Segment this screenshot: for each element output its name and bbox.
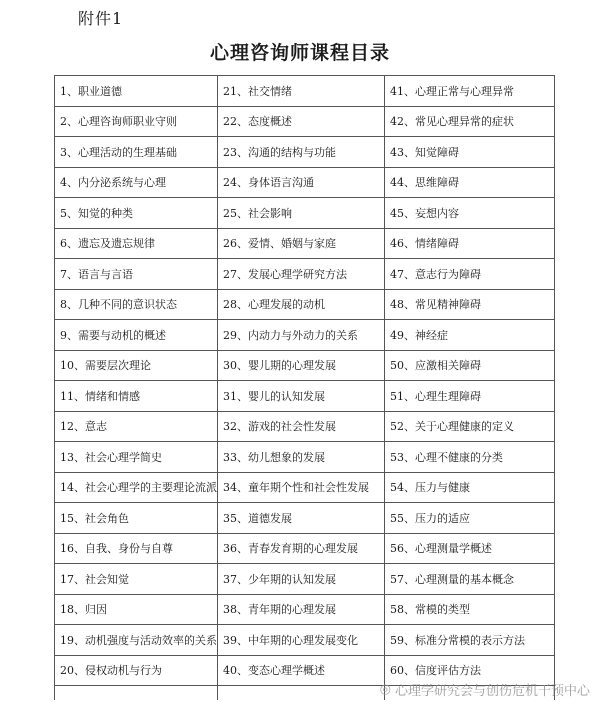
course-item: 8、几种不同的意识状态 (55, 289, 218, 320)
course-item: 52、关于心理健康的定义 (385, 411, 555, 442)
table-row (55, 198, 555, 229)
course-item: 43、知觉障碍 (385, 137, 555, 168)
course-item: 24、身体语言沟通 (218, 167, 385, 198)
course-item: 56、心理测量学概述 (385, 533, 555, 564)
course-item: 28、心理发展的动机 (218, 289, 385, 320)
course-item: 39、中年期的心理发展变化 (218, 625, 385, 656)
course-item: 50、应激相关障碍 (385, 350, 555, 381)
course-item: 11、情绪和情感 (55, 381, 218, 412)
course-item: 10、需要层次理论 (55, 350, 218, 381)
course-item: 33、幼儿想象的发展 (218, 442, 385, 473)
empty-cell (218, 686, 385, 701)
empty-cell (55, 686, 218, 701)
course-item: 37、少年期的认知发展 (218, 564, 385, 595)
table-row (55, 228, 555, 259)
course-item: 20、侵权动机与行为 (55, 655, 218, 686)
catalog-body (55, 76, 555, 701)
course-item: 40、变态心理学概述 (218, 655, 385, 686)
course-item: 3、心理活动的生理基础 (55, 137, 218, 168)
course-item: 17、社会知觉 (55, 564, 218, 595)
course-item: 22、态度概述 (218, 106, 385, 137)
course-item: 18、归因 (55, 594, 218, 625)
course-item: 46、情绪障碍 (385, 228, 555, 259)
page-title: 心理咨询师课程目录 (209, 42, 390, 64)
table-row (55, 320, 555, 351)
table-row (55, 503, 555, 534)
course-item: 14、社会心理学的主要理论流派 (55, 472, 218, 503)
table-row (55, 411, 555, 442)
table-row (55, 381, 555, 412)
course-item: 7、语言与言语 (55, 259, 218, 290)
course-item: 9、需要与动机的概述 (55, 320, 218, 351)
table-row (55, 289, 555, 320)
course-item: 58、常模的类型 (385, 594, 555, 625)
course-item: 38、青年期的心理发展 (218, 594, 385, 625)
course-item: 25、社会影响 (218, 198, 385, 229)
course-item: 45、妄想内容 (385, 198, 555, 229)
table-row (55, 76, 555, 107)
course-item: 59、标准分常模的表示方法 (385, 625, 555, 656)
table-row (55, 442, 555, 473)
course-item: 35、道德发展 (218, 503, 385, 534)
attachment-label: 附件1 (78, 9, 124, 28)
course-item: 2、心理咨询师职业守则 (55, 106, 218, 137)
table-row (55, 167, 555, 198)
course-item: 19、动机强度与活动效率的关系 (55, 625, 218, 656)
course-item: 54、压力与健康 (385, 472, 555, 503)
course-item: 32、游戏的社会性发展 (218, 411, 385, 442)
table-row (55, 259, 555, 290)
weibo-icon: ◎ (379, 682, 391, 697)
course-item: 57、心理测量的基本概念 (385, 564, 555, 595)
table-row (55, 350, 555, 381)
table-row (55, 625, 555, 656)
course-item: 47、意志行为障碍 (385, 259, 555, 290)
table-row (55, 564, 555, 595)
course-item: 36、青春发育期的心理发展 (218, 533, 385, 564)
course-item: 30、婴儿期的心理发展 (218, 350, 385, 381)
course-item: 23、沟通的结构与功能 (218, 137, 385, 168)
watermark-text: 心理学研究会与创伤危机干预中心 (394, 684, 590, 699)
course-item: 13、社会心理学简史 (55, 442, 218, 473)
course-item: 4、内分泌系统与心理 (55, 167, 218, 198)
course-item: 5、知觉的种类 (55, 198, 218, 229)
table-row (55, 472, 555, 503)
course-item: 44、思维障碍 (385, 167, 555, 198)
course-item: 49、神经症 (385, 320, 555, 351)
course-item: 42、常见心理异常的症状 (385, 106, 555, 137)
course-item: 34、童年期个性和社会性发展 (218, 472, 385, 503)
course-item: 12、意志 (55, 411, 218, 442)
course-item: 16、自我、身份与自尊 (55, 533, 218, 564)
watermark (380, 680, 590, 699)
course-item: 60、信度评估方法 (385, 655, 555, 686)
course-item: 21、社交情绪 (218, 76, 385, 107)
course-item: 53、心理不健康的分类 (385, 442, 555, 473)
course-item: 48、常见精神障碍 (385, 289, 555, 320)
course-item: 27、发展心理学研究方法 (218, 259, 385, 290)
course-item: 1、职业道德 (55, 76, 218, 107)
course-item: 26、爱情、婚姻与家庭 (218, 228, 385, 259)
course-item: 51、心理生理障碍 (385, 381, 555, 412)
course-item: 15、社会角色 (55, 503, 218, 534)
table-row (55, 137, 555, 168)
course-item: 41、心理正常与心理异常 (385, 76, 555, 107)
table-row (55, 533, 555, 564)
table-row (55, 106, 555, 137)
table-row (55, 594, 555, 625)
course-item: 31、婴儿的认知发展 (218, 381, 385, 412)
course-item: 55、压力的适应 (385, 503, 555, 534)
course-item: 29、内动力与外动力的关系 (218, 320, 385, 351)
course-catalog-table (54, 75, 555, 700)
course-item: 6、遗忘及遗忘规律 (55, 228, 218, 259)
